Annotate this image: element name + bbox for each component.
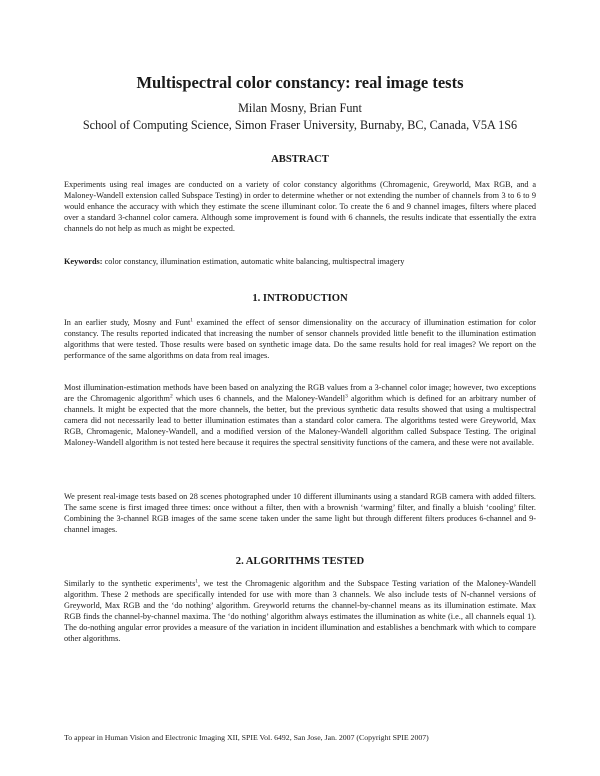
citation-ref: 1: [190, 317, 194, 324]
intro-paragraph-1: [64, 318, 536, 362]
citation-ref: 2: [169, 393, 173, 400]
intro-paragraph-2: [64, 383, 536, 448]
paper-authors: Milan Mosny, Brian Funt: [238, 101, 362, 115]
citation-ref: 1: [195, 578, 199, 585]
section-2-heading: 2. ALGORITHMS TESTED: [235, 556, 365, 567]
abstract-heading: ABSTRACT: [271, 154, 329, 165]
intro-p1-text-a: In an earlier study, Mosny and Funt: [64, 318, 191, 327]
keywords-text: color constancy, illumination estimation, automatic white balancing, multispectral imagery: [104, 257, 405, 266]
intro-p2-text-c: algorithm which is defined for an arbitrary number of channels. It might be expected that the more channels, the better, but the previous synthetic data results showed that using a multispectral camera did not necessarily lead to better illumination estimates than a standard color camera. The algorithms tested were Greyworld, Max RGB, Chromagenic, Maloney-Wandell, and a modified version of the Maloney-Wandell algorithm called Subspace Testing. The original Maloney-Wandell algorithm is not tested here because it requires the spectral sensitivity functions of the camera, and these were not available.: [64, 393, 537, 447]
paper-affiliation: School of Computing Science, Simon Fraser University, Burnaby, BC, Canada, V5A 1S6: [82, 118, 518, 132]
paper-title: Multispectral color constancy: real image tests: [136, 73, 464, 92]
algorithms-paragraph-1: [64, 579, 536, 644]
intro-p2-text-a: Most illumination-estimation methods have been based on analyzing the RGB values from a 3-channel color image; however, two exceptions are the Chromagenic algorithm: [64, 383, 536, 403]
keywords-line: [64, 257, 536, 268]
intro-paragraph-3: We present real-image tests based on 28 scenes photographed under 10 different illuminants using a standard RGB camera with added filters. The same scene is first imaged three times: once without a filter, then with a brownish ‘warming’ filter, and finally a bluish ‘cooling’ filter. Combining the 3-channel RGB images of the same scene taken under the same light but through different filters produces 6-channel and 9-channel images.: [64, 492, 536, 534]
intro-p2-text-b: which uses 6 channels, and the Maloney-Wandell: [172, 393, 346, 403]
abstract-text: Experiments using real images are conducted on a variety of color constancy algorithms (Chromagenic, Greyworld, Max RGB, and a Maloney-Wandell extension called Subspace Testing) in order to determine whether or not extending the number of channels from 3 to 6 to 9 would enhance the accuracy with which they estimate the scene illuminant color. To create the 6 and 9 channel images, filters where placed over a standard 3-channel color camera. Although some improvement is found with 6 channels, the results indicate that essentially the extra channels do not help as much as might be expected.: [64, 180, 536, 233]
intro-p1-text-b: examined the effect of sensor dimensionality on the accuracy of illumination estimation for color constancy. The results reported indicated that increasing the number of sensor channels provided little benefit to the illumination estimation algorithms that were tested. Those results were based on synthetic image data. Do the same results hold for real images? We report on the performance of the same algorithms on data from real images.: [64, 318, 536, 360]
page-footer: To appear in Human Vision and Electronic Imaging XII, SPIE Vol. 6492, San Jose, Jan. 2007 (Copyright SPIE 2007): [64, 733, 429, 742]
alg-p1-text-b: , we test the Chromagenic algorithm and the Subspace Testing variation of the Maloney-Wandell algorithm. These 2 methods are specifically intended for use with more than 3 channels. We also include tests of N-channel versions of Greyworld, Max RGB and the ‘do nothing’ algorithm. Greyworld returns the channel-by-channel means as its illumination estimate. Max RGB finds the channel-by-channel maxima. The ‘do nothing’ algorithm always estimates the illumination as white (i.e., all channels equal 1). The do-nothing angular error provides a measure of the variation in incident illumination and establishes a benchmark with which to compare other algorithms.: [64, 579, 537, 643]
section-1-heading: 1. INTRODUCTION: [252, 293, 348, 304]
alg-p1-text-a: Similarly to the synthetic experiments: [64, 579, 196, 588]
citation-ref: 3: [345, 393, 348, 400]
keywords-label: Keywords:: [64, 257, 103, 266]
